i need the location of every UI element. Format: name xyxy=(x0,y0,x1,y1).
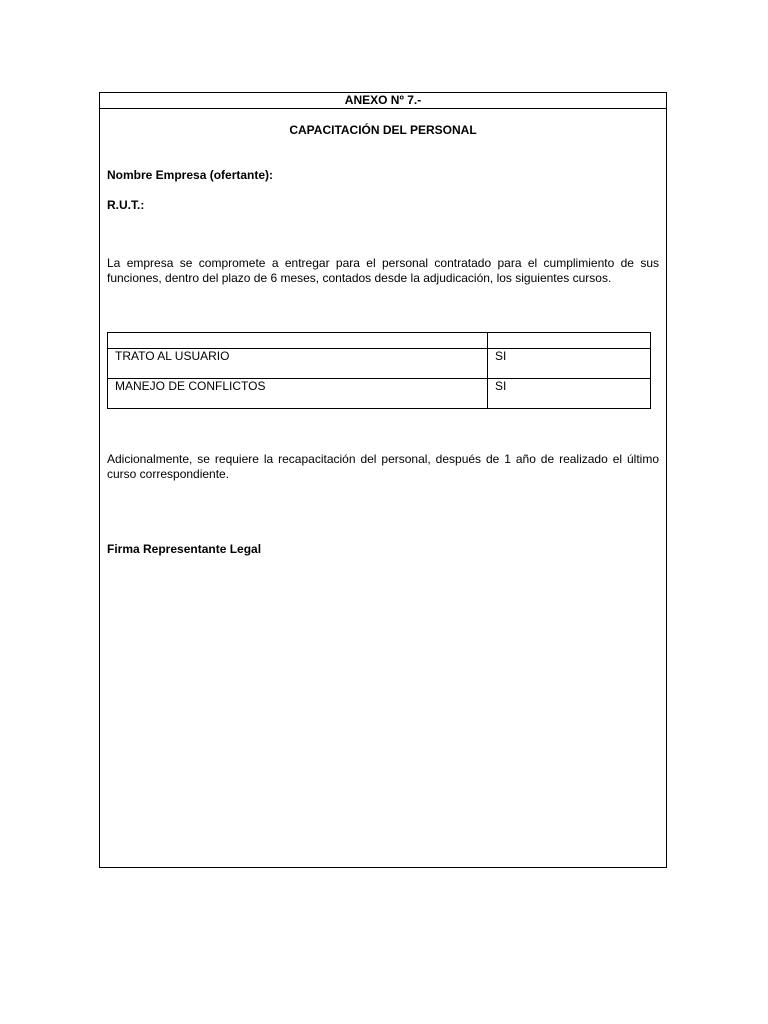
course-name-cell: TRATO AL USUARIO xyxy=(108,349,488,379)
course-name-cell: MANEJO DE CONFLICTOS xyxy=(108,379,488,409)
table-row xyxy=(108,379,651,409)
section-title: CAPACITACIÓN DEL PERSONAL xyxy=(289,123,477,137)
table-header-cell xyxy=(108,333,488,349)
courses-table xyxy=(107,332,651,409)
table-header-row xyxy=(108,333,651,349)
additional-paragraph: Adicionalmente, se requiere la recapacitación del personal, después de 1 año de realizado el último curso correspondiente. xyxy=(107,452,659,481)
table-row xyxy=(108,349,651,379)
annex-title: ANEXO Nº 7.- xyxy=(100,93,666,109)
course-value-cell: SI xyxy=(488,349,651,379)
rut-label: R.U.T.: xyxy=(107,198,145,212)
company-name-label: Nombre Empresa (ofertante): xyxy=(107,168,274,182)
intro-paragraph: La empresa se compromete a entregar para el personal contratado para el cumplimiento de sus funciones, dentro del plazo de 6 meses, contados desde la adjudicación, los siguientes cursos. xyxy=(107,256,659,285)
signature-label: Firma Representante Legal xyxy=(107,542,262,556)
course-value-cell: SI xyxy=(488,379,651,409)
annex-document-frame xyxy=(99,92,667,868)
table-header-cell xyxy=(488,333,651,349)
